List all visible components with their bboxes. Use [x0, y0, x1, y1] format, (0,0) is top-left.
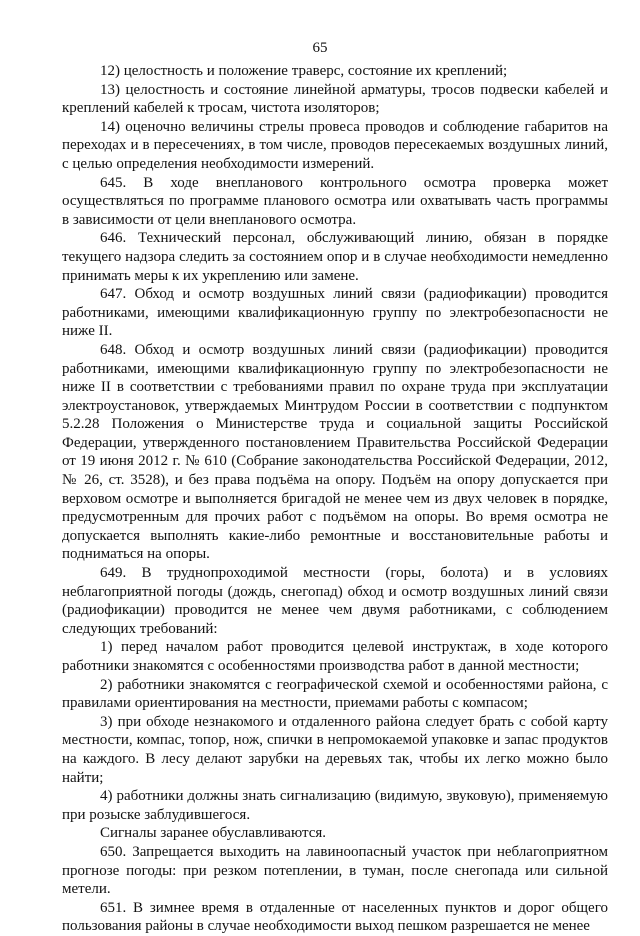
item-12-traverses: 12) целостность и положение траверс, состояние их креплений;: [100, 63, 508, 79]
signals-note: Сигналы заранее обуславливаются.: [100, 825, 327, 842]
clause-649: 649. В труднопроходимой местности (горы, болота) и в условиях неблагоприятной погоды (дождь, снегопад) обход и осмотр воздушных линий связи (радиофикации) проводится не менее чем двумя работниками, с соблюдением следующих требований:: [62, 565, 608, 637]
item-14-sag: 14) оценочно величины стрелы провеса проводов и соблюдение габаритов на переходах и в пересечениях, в том числе, проводов пересекаемых воздушных линий, с целью определения необходимости измерений.: [62, 118, 608, 172]
item-13-fittings: 13) целостность и состояние линейной арматуры, тросов подвески кабелей и креплений кабелей к тросам, чистота изоляторов;: [62, 81, 608, 117]
requirement-1: 1) перед началом работ проводится целевой инструктаж, в ходе которого работники знакомятся с особенностями производства работ в данной местности;: [62, 639, 608, 674]
clause-647: 647. Обход и осмотр воздушных линий связи (радиофикации) проводится работниками, имеющими квалификационную группу по электробезопасности не ниже II.: [62, 286, 608, 340]
document-body: [62, 62, 608, 936]
requirement-3: 3) при обходе незнакомого и отдаленного района следует брать с собой карту местности, компас, топор, нож, спички в непромокаемой упаковке и запас продуктов на каждого. В лесу делают зарубки на деревьях так, чтобы их легко можно было найти;: [62, 713, 608, 786]
clause-646: 646. Технический персонал, обслуживающий линию, обязан в порядке текущего надзора следить за состоянием опор и в случае необходимости немедленно принимать меры к их укреплению или замене.: [62, 230, 608, 284]
clause-645: 645. В ходе внепланового контрольного осмотра проверка может осуществляться по программе планового осмотра или охватывать часть программы в зависимости от цели внепланового осмотра.: [62, 174, 608, 228]
clause-648: 648. Обход и осмотр воздушных линий связи (радиофикации) проводится работниками, имеющими квалификационную группу по электробезопасности не ниже II в соответствии с требованиями правил по охране труда при эксплуатации электроустановок, утверждаемых Минтрудом России в соответствии с подпунктом 5.2.28 Положения о Министерстве труда и социальной защиты Российской Федерации, утвержденного постановлением Правительства Российской Федерации от 19 июня 2012 г. № 610 (Собрание законодательства Российской Федерации, 2012, № 26, ст. 3528), и без права подъёма на опору. Подъём на опору допускается при верховом осмотре и выполняется бригадой не менее чем из двух человек в порядке, предусмотренным для прочих работ с подъёмом на опоры. Во время осмотра не допускается выполнять какие-либо ремонтные и восстановительные работы и подниматься на опоры.: [62, 341, 608, 563]
page-number: 65: [312, 40, 328, 56]
clause-651: 651. В зимнее время в отдаленные от населенных пунктов и дорог общего пользования районы в случае необходимости выход пешком разрешается не менее: [62, 899, 608, 935]
requirement-4: 4) работники должны знать сигнализацию (видимую, звуковую), применяемую при розыске заблудившегося.: [62, 788, 608, 823]
clause-650: 650. Запрещается выходить на лавиноопасный участок при неблагоприятном прогнозе погоды: при резком потеплении, в туман, после снегопада или сильной метели.: [62, 843, 608, 898]
requirement-2: 2) работники знакомятся с географической схемой и особенностями района, с правилами ориентирования на местности, приемами работы с компасом;: [62, 676, 608, 712]
